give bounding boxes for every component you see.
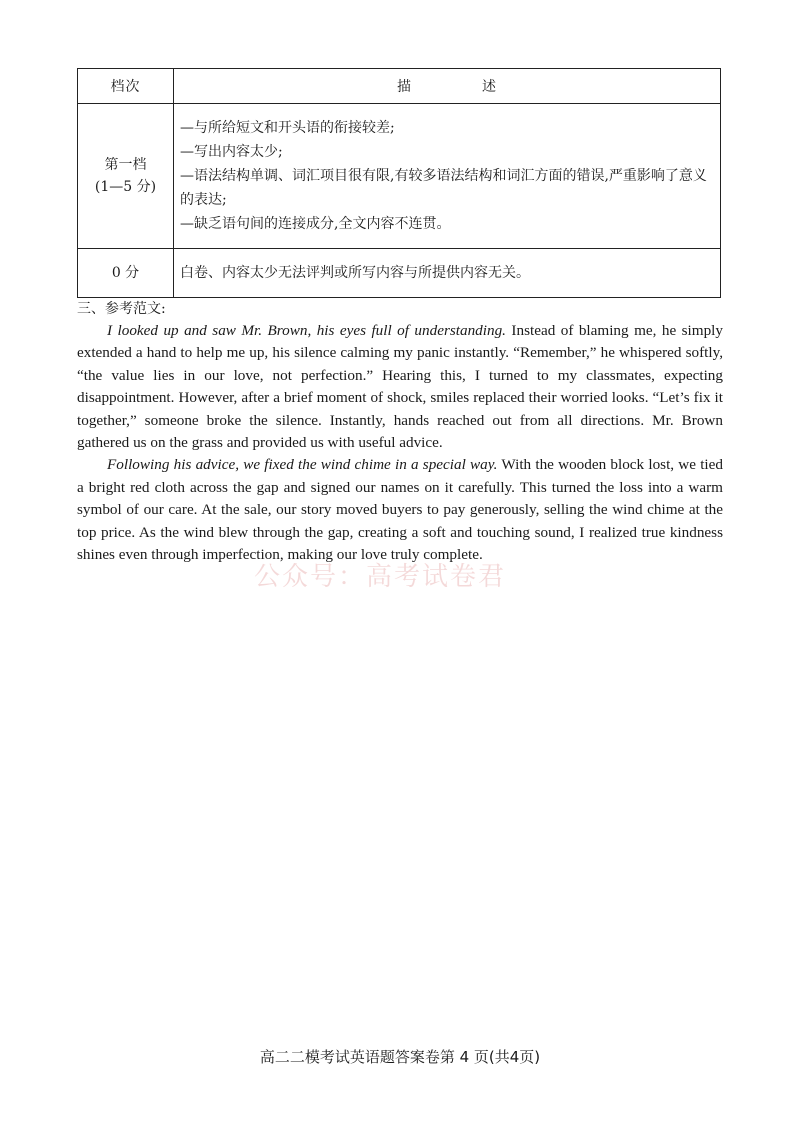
grade-range: (1—5 分) (94, 179, 157, 195)
page-footer: 高二二模考试英语题答案卷第 4 页(共4页) (259, 1048, 541, 1066)
criterion-item: —缺乏语句间的连接成分,全文内容不连贯。 (180, 216, 451, 232)
scoring-rubric-table (77, 68, 721, 298)
grade-column-header: 档次 (78, 69, 174, 104)
grade-cell (78, 104, 174, 249)
description-header-right: 述 (482, 79, 497, 95)
rubric-row-grade-1 (78, 104, 721, 249)
paragraph-opening: Following his advice, we fixed the wind chime in a special way. (107, 456, 498, 474)
description-cell: 白卷、内容太少无法评判或所写内容与所提供内容无关。 (174, 249, 721, 298)
description-cell (174, 104, 721, 249)
rubric-header-row (78, 69, 721, 104)
criterion-item: —与所给短文和开头语的衔接较差; (180, 120, 395, 136)
paragraph-body: Instead of blaming me, he simply extended a hand to help me up, his silence calming my panic instantly. “Remember,” he whispered softly, “the value lies in our love, not perfection.” Hearing this, I turned to my classmates, expecting disappointment. However, after a brief moment of shock, smiles replaced their worried looks. “Let’s fix it together,” someone broke the silence. Instantly, hands reached out from all directions. Mr. Brown gathered us on the grass and provided us with useful advice. (77, 322, 724, 452)
model-essay (77, 320, 723, 566)
rubric-row-grade-0 (78, 249, 721, 298)
watermark: 公众号：高考试卷君 (254, 562, 507, 592)
criterion-item: —写出内容太少; (180, 144, 283, 160)
essay-paragraph-1 (77, 320, 723, 454)
description-header-left: 描 (397, 79, 412, 95)
grade-cell: 0 分 (78, 249, 174, 298)
description-column-header (174, 69, 721, 104)
paragraph-opening: I looked up and saw Mr. Brown, his eyes full of understanding. (107, 322, 506, 339)
section-title: 三、参考范文: (77, 301, 166, 317)
criterion-item: —语法结构单调、词汇项目很有限,有较多语法结构和词汇方面的错误,严重影响了意义的表达; (180, 168, 707, 208)
paragraph-body: With the wooden block lost, we tied a bright red cloth across the gap and signed our names on it carefully. This turned the loss into a warm symbol of our care. At the sale, our story moved buyers to pay generously, selling the wind chime at the top price. As the wind blew through the gap, creating a soft and touching sound, I realized true kindness shines even through imperfection, making our love truly complete. (77, 456, 723, 564)
essay-paragraph-2 (77, 454, 723, 566)
grade-name: 第一档 (104, 157, 147, 173)
